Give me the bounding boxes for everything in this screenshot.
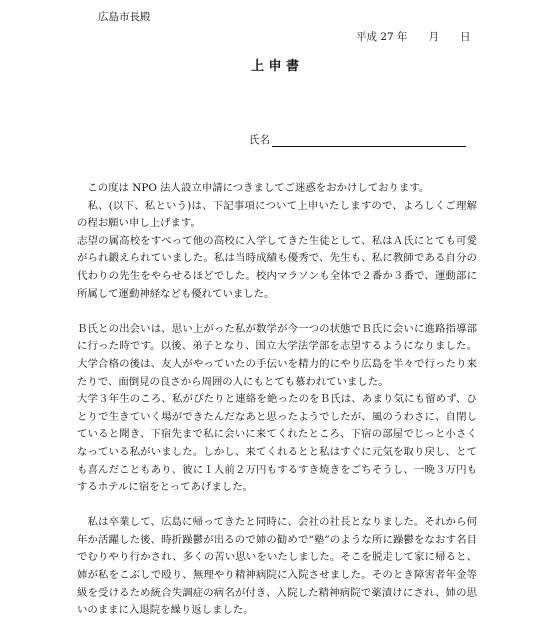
name-label: 氏名 [249, 134, 270, 146]
paragraph-intro: この度は NPO 法人設立申請につきましてご迷惑をおかけしております。 [77, 182, 430, 194]
paragraph-mr-b: Ｂ氏との出会いは、思い上がった私が数学が今一つの状態でＢ氏に会いに進路指導部に行った時です。以後、弟子となり、国立大学法学部を志望するようになりました。大学合格の後は、友人がやっていたの手伝いを精力的にやり広島を半々で行ったり来たりで、面倒見の良さから周囲の人にもとても慕われていました。 [77, 322, 477, 388]
paragraph-preface: 私、(以下、私という)は、下記事項について上申いたしますので、よろしくご理解の程お願い申し上げます。 [77, 199, 477, 230]
paragraph-gap [77, 303, 477, 321]
paragraph-highschool: 志望の属高校をすべって他の高校に入学してきた生徒として、私はＡ氏にとても可愛がられ鍛えられていました。私は当時成績も優秀で、先生も、私に教師である自分の代わりの先生をやらせるほどでした。校内マラソンも全体で２番か３番で、運動部に所属して運動神経なども優れていました。 [77, 234, 477, 300]
paragraph-gap [77, 497, 477, 515]
document-body [77, 180, 477, 620]
name-signature-line [272, 146, 466, 147]
document-title: 上 申 書 [250, 59, 300, 74]
addressee: 広島市長殿 [98, 11, 151, 23]
paragraph-university: 大学３年生のころ、私がぴたりと連絡を絶ったのをＢ氏は、あまり気にも留めず、ひとりで生きていく場ができたんだなあと思ったようでしたが、風のうわさに、自閉していると聞き、下宿先まで私に会いに来てくれたところ、下宿の部屋でじっと小さくなっている私がいました。しかし、来てくれるとと私はすぐに元気を取り戻し、とても喜んだこともあり、彼に１人前２万円もするすき焼きをごちそうし、一晩３万円もするホテルに宿をとってあげました。 [77, 393, 477, 494]
date-line: 平成 27 年 月 日 [356, 31, 471, 43]
paragraph-after-graduation: 私は卒業して、広島に帰ってきたと同時に、会社の社長となりました。それから何年か活躍した後、時折躁鬱が出るので姉の勧めで“塾”のような所に躁鬱をなおす名目でむりやり行かされ、多くの苦い思いをいたしました。そこを脱走して家に帰ると、姉が私をこぶしで殴り、無理やり精神病院に入院させました。そのとき障害者年金等級を受けるため統合失調症の病名が付き、入院した精神病院で薬漬けにされ、姉の思いのままに入退院を繰り返しました。 [77, 516, 477, 617]
